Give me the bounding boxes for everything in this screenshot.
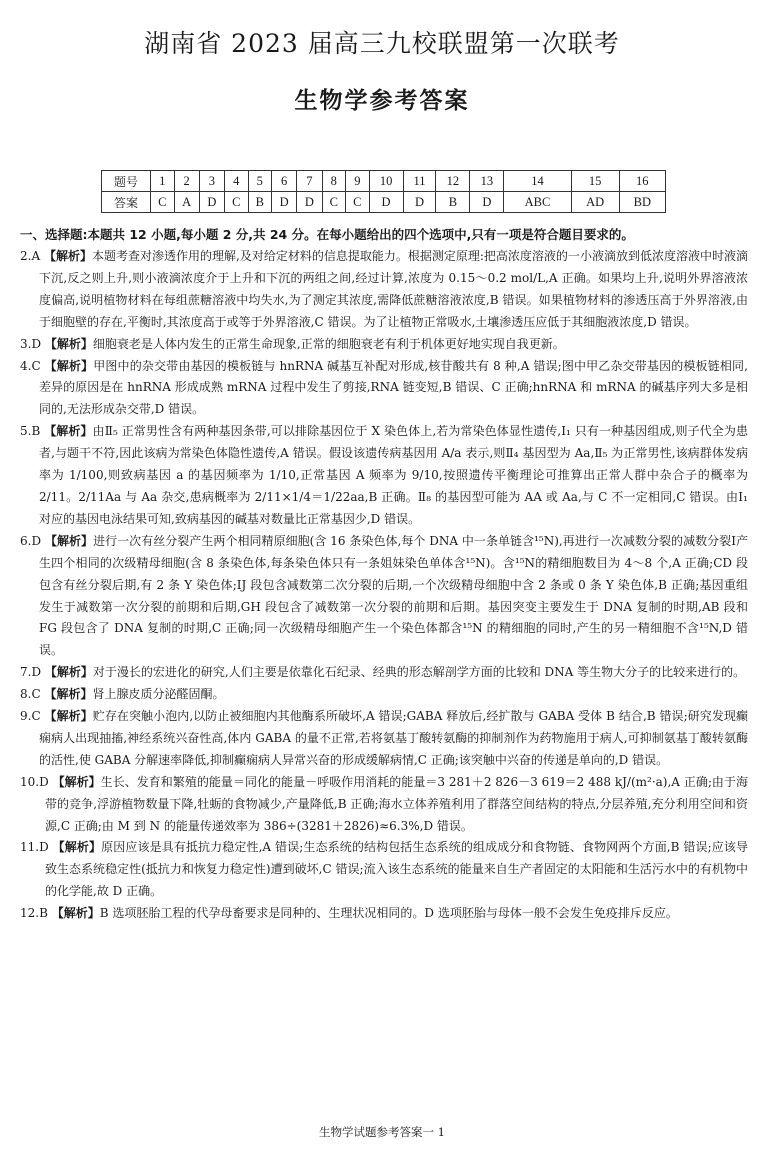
analysis-tag: 【解析】 [44, 533, 94, 548]
explanation-text: 肾上腺皮质分泌醛固酮。 [92, 687, 225, 702]
explanation-item [20, 246, 748, 334]
question-number-cell: 3 [199, 171, 224, 192]
question-number-cell: 11 [403, 171, 436, 192]
answer-table-number-row [102, 171, 666, 192]
page-footer: 生物学试题参考答案一 1 [319, 1125, 445, 1139]
answer-table [101, 170, 666, 213]
answer-cell: D [403, 192, 436, 213]
analysis-tag: 【解析】 [44, 336, 93, 351]
question-number-cell: 2 [174, 171, 199, 192]
answer-cell: D [199, 192, 224, 213]
answer-cell: D [369, 192, 403, 213]
question-number-cell: 10 [369, 171, 403, 192]
analysis-tag: 【解析】 [52, 774, 101, 789]
question-number-cell: 6 [272, 171, 297, 192]
answer-cell: C [225, 192, 249, 213]
answer-cell: B [248, 192, 272, 213]
question-number: 4.C [20, 358, 41, 373]
row-label-answers: 答案 [102, 192, 151, 213]
answer-cell: BD [619, 192, 665, 213]
question-number-cell: 1 [151, 171, 175, 192]
question-number: 10.D [20, 774, 49, 789]
question-number: 12.B [20, 906, 48, 921]
question-number-cell: 12 [436, 171, 470, 192]
question-number: 5.B [20, 424, 41, 439]
analysis-tag: 【解析】 [44, 709, 93, 724]
answer-cell: D [272, 192, 297, 213]
explanation-text: 甲图中的杂交带由基因的模板链与 hnRNA 碱基互补配对形成,核苷酸共有 8 种,A 错误;图中甲乙杂交带基因的模板链相同,差异的原因是在 hnRNA 形成成熟 mRNA 过程中发生了剪接,RNA 链变短,B 错误、C 正确;hnRNA 和 mRNA 的碱基序列大多是相同的,无法形成杂交带,D 错误。 [39, 358, 748, 417]
question-number-cell: 4 [225, 171, 249, 192]
explanation-item [20, 903, 748, 925]
explanation-item [20, 531, 748, 662]
explanation-text: 贮存在突触小泡内,以防止被细胞内其他酶系所破坏,A 错误;GABA 释放后,经扩散与 GABA 受体 B 结合,B 错误;研究发现癫痫病人出现抽搐,神经系统兴奋性高,体内 GABA 的量不正常,若将氨基丁酸转氨酶的抑制剂作为药物施用于病人,可抑制氨基丁酸转氨酶的活性,使 GABA 分解速率降低,抑制癫痫病人异常兴奋的形成缓解病情,C 正确;该突触中兴奋的传递是单向的,D 错误。 [39, 709, 748, 767]
row-label-numbers: 题号 [102, 171, 151, 192]
analysis-tag: 【解析】 [44, 665, 93, 680]
question-number-cell: 16 [619, 171, 665, 192]
question-number: 7.D [20, 665, 42, 680]
analysis-tag: 【解析】 [44, 358, 94, 373]
explanation-item [20, 837, 748, 903]
answer-table-answer-row [102, 192, 666, 213]
section-heading: 一、选择题:本题共 12 小题,每小题 2 分,共 24 分。在每小题给出的四个选项中,只有一项是符合题目要求的。 [20, 227, 634, 242]
question-number: 2.A [20, 249, 41, 263]
answer-cell: C [346, 192, 370, 213]
explanation-item [20, 706, 748, 772]
explanation-item [20, 421, 748, 531]
question-number: 8.C [20, 687, 41, 702]
question-number: 9.C [20, 709, 41, 724]
answer-cell: D [470, 192, 504, 213]
page-subtitle: 生物学参考答案 [294, 87, 470, 114]
page-title: 湖南省 2023 届高三九校联盟第一次联考 [144, 29, 620, 58]
explanation-text: 生长、发育和繁殖的能量＝同化的能量－呼吸作用消耗的能量＝3 281＋2 826－3 619＝2 488 kJ/(m²·a),A 正确;由于海带的竞争,浮游植物数量下降,牡蛎的食物减少,产量降低,B 正确;海水立体养殖利用了群落空间结构的特点,分层养殖,充分利用空间和资源,C 正确;由 M 到 N 的能量传递效率为 386÷(3281＋2826)≈6.3%,D 错误。 [45, 774, 748, 833]
question-number: 3.D [20, 336, 42, 351]
explanation-text: 原因应该是具有抵抗力稳定性,A 错误;生态系统的结构包括生态系统的组成成分和食物链、食物网两个方面,B 错误;应该导致生态系统稳定性(抵抗力和恢复力稳定性)遭到破坏,C 错误;流入该生态系统的能量来自生产者固定的太阳能和生活污水中的有机物中的化学能,故 D 正确。 [45, 840, 748, 899]
question-number-cell: 13 [470, 171, 504, 192]
answer-cell: C [151, 192, 175, 213]
answer-cell: AD [571, 192, 619, 213]
explanation-list [20, 246, 748, 925]
answer-cell: B [436, 192, 470, 213]
answer-cell: ABC [504, 192, 571, 213]
explanation-text: 由Ⅱ₅ 正常男性含有两种基因条带,可以排除基因位于 X 染色体上,若为常染色体显性遗传,Ⅰ₁ 只有一种基因组成,则子代全为患者,与题干不符,因此该病为常染色体隐性遗传,A 错误。假设该遗传病基因用 A/a 表示,则Ⅱ₄ 基因型为 Aa,Ⅱ₅ 为正常男性,该病群体发病率为 1/100,则致病基因 a 的基因频率为 1/10,正常基因 A 频率为 9/10,按照遗传平衡理论可推算出正常人群中杂合子的概率为 2/11。2/11Aa 与 Aa 杂交,患病概率为 2/11×1/4＝1/22aa,B 正确。Ⅱ₈ 的基因型可能为 AA 或 Aa,与 C 不一定相同,C 错误。由Ⅰ₁ 对应的基因电泳结果可知,致病基因的碱基对数量比正常基因少,D 错误。 [39, 424, 748, 526]
explanation-text: 对于漫长的宏进化的研究,人们主要是依靠化石纪录、经典的形态解剖学方面的比较和 DNA 等生物大分子的比较来进行的。 [92, 665, 746, 680]
explanation-item [20, 662, 748, 684]
analysis-tag: 【解析】 [51, 906, 100, 921]
explanation-item [20, 334, 748, 356]
question-number-cell: 14 [504, 171, 571, 192]
explanation-item [20, 772, 748, 838]
question-number-cell: 7 [297, 171, 322, 192]
answer-cell: A [174, 192, 199, 213]
explanation-item [20, 684, 748, 706]
question-number: 11.D [20, 840, 49, 855]
explanation-text: 细胞衰老是人体内发生的正常生命现象,正常的细胞衰老有利于机体更好地实现自我更新。 [92, 336, 565, 351]
answer-cell: C [322, 192, 346, 213]
question-number-cell: 9 [346, 171, 370, 192]
question-number-cell: 5 [248, 171, 272, 192]
analysis-tag: 【解析】 [52, 840, 102, 855]
analysis-tag: 【解析】 [44, 424, 93, 439]
question-number: 6.D [20, 533, 42, 548]
question-number-cell: 15 [571, 171, 619, 192]
question-number-cell: 8 [322, 171, 346, 192]
analysis-tag: 【解析】 [44, 687, 93, 702]
explanation-item [20, 356, 748, 422]
explanation-text: 进行一次有丝分裂产生两个相同精原细胞(含 16 条染色体,每个 DNA 中一条单链含¹⁵N),再进行一次减数分裂的减数分裂Ⅰ产生四个相同的次级精母细胞(含 8 条染色体,每条染色体只有一条姐妹染色单体含¹⁵N)。含¹⁵N的精细胞数目为 4～8 个,A 正确;CD 段包含有丝分裂后期,有 2 条 Y 染色体;IJ 段包含减数第二次分裂的后期,一个次级精母细胞中含 2 条或 0 条 Y 染色体,B 正确;基因重组发生于减数第一次分裂的前期和后期,GH 段包含了减数第一次分裂的前期和后期。基因突变主要发生于 DNA 复制的时期,AB 段和 FG 段包含了 DNA 复制的时期,C 正确;同一次级精母细胞产生一个染色体都含¹⁵N 的精细胞的同时,产生的另一精细胞不含¹⁵N,D 错误。 [39, 533, 748, 658]
analysis-tag: 【解析】 [43, 249, 92, 263]
explanation-text: 本题考查对渗透作用的理解,及对给定材料的信息提取能力。根据测定原理:把高浓度溶液的一小液滴放到低浓度溶液中时液滴下沉,反之则上升,则小液滴浓度介于上升和下沉的两组之间,经过计算,浓度为 0.15～0.2 mol/L,A 正确。如果均上升,说明外界溶液浓度偏高,说明植物材料在每组蔗糖溶液中均失水,为了测定其浓度,需降低蔗糖溶液浓度,B 错误。如果植物材料的渗透压高于外界溶液,由于细胞壁的存在,平衡时,其浓度高于或等于外界溶液,C 错误。为了让植物正常吸水,土壤渗透压应低于其细胞液浓度,D 错误。 [39, 249, 748, 329]
explanation-text: B 选项胚胎工程的代孕母畜要求是同种的、生理状况相同的。D 选项胚胎与母体一般不会发生免疫排斥反应。 [99, 906, 678, 921]
answer-cell: D [297, 192, 322, 213]
